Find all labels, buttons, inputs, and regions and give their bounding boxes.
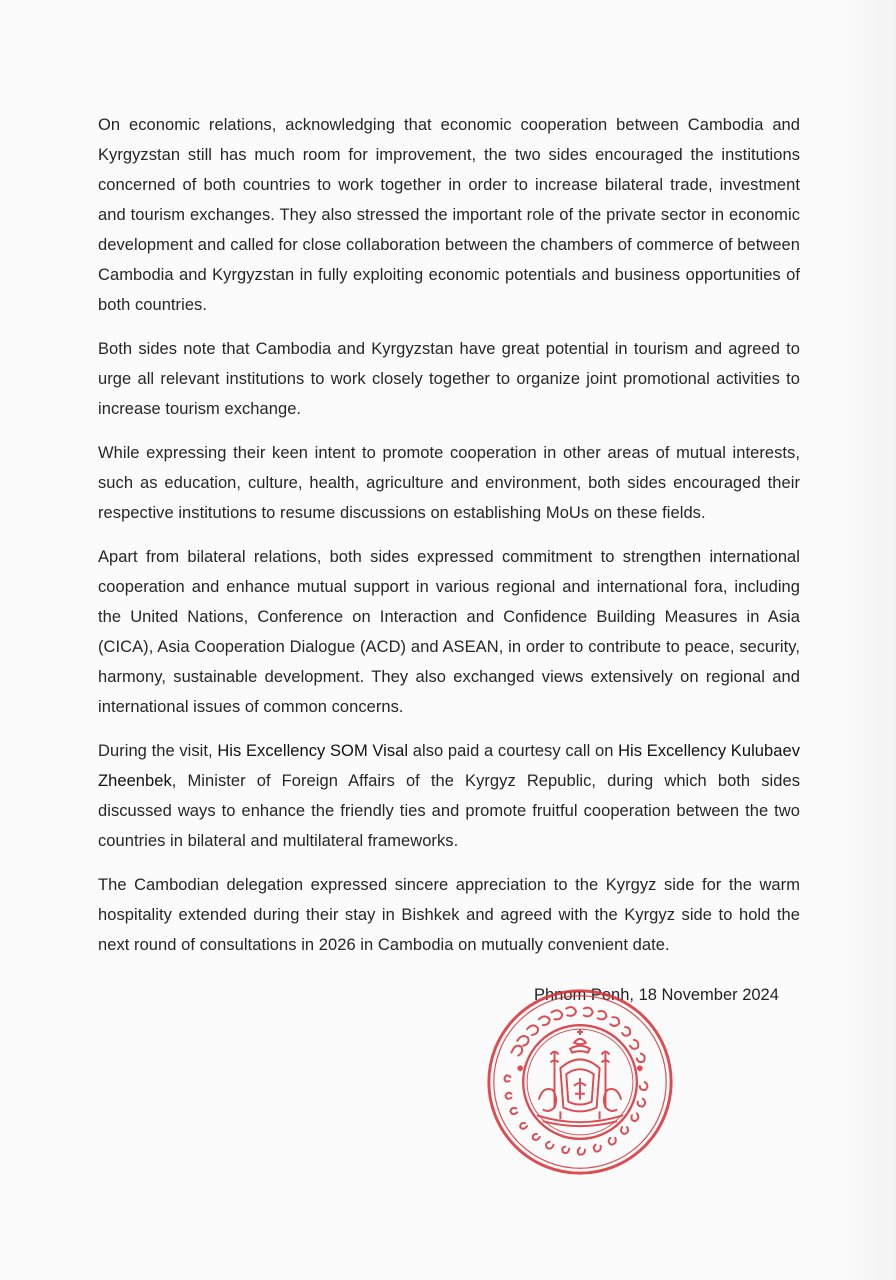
paragraph-courtesy-call — [98, 736, 800, 856]
courtesy-call-text-3: , Minister of Foreign Affairs of the Kyrgyz Republic, during which both sides discussed ways to enhance the friendly ties and promote fruitful cooperation between the two countries in bilateral and multilateral frameworks. — [98, 772, 800, 850]
excellency-som-visal: His Excellency SOM Visal — [217, 742, 409, 760]
paragraph-tourism: Both sides note that Cambodia and Kyrgyzstan have great potential in tourism and agreed to urge all relevant institutions to work closely together to organize joint promotional activities to increase tourism exchange. — [98, 340, 800, 418]
document-body — [98, 110, 800, 974]
official-seal-icon — [482, 984, 678, 1180]
courtesy-call-text-1: During the visit, — [98, 742, 218, 760]
signature-block — [480, 980, 810, 1180]
place-date-line: Phnom Penh, 18 November 2024 — [534, 986, 779, 1004]
paragraph-appreciation: The Cambodian delegation expressed sincere appreciation to the Kyrgyz side for the warm hospitality extended during their stay in Bishkek and agreed with the Kyrgyz side to hold the next round of consultations in 2026 in Cambodia on mutually convenient date. — [98, 876, 800, 954]
paragraph-multilateral: Apart from bilateral relations, both sides expressed commitment to strengthen international cooperation and enhance mutual support in various regional and international fora, including the United Nations, Conference on Interaction and Confidence Building Measures in Asia (CICA), Asia Cooperation Dialogue (ACD) and ASEAN, in order to contribute to peace, security, harmony, sustainable development. They also exchanged views extensively on regional and international issues of common concerns. — [98, 548, 800, 716]
excellency-kulubaev-zheenbek: His Excellency Kulubaev Zheenbek — [98, 742, 800, 790]
page-edge-shadow — [836, 0, 896, 1280]
paragraph-economic-relations: On economic relations, acknowledging that economic cooperation between Cambodia and Kyrgyzstan still has much room for improvement, the two sides encouraged the institutions concerned of both countries to work together in order to increase bilateral trade, investment and tourism exchanges. They also stressed the important role of the private sector in economic development and called for close collaboration between the chambers of commerce of between Cambodia and Kyrgyzstan in fully exploiting economic potentials and business opportunities of both countries. — [98, 116, 800, 314]
paragraph-other-areas: While expressing their keen intent to promote cooperation in other areas of mutual interests, such as education, culture, health, agriculture and environment, both sides encouraged their respective institutions to resume discussions on establishing MoUs on these fields. — [98, 444, 800, 522]
courtesy-call-text-2: also paid a courtesy call on — [408, 742, 619, 760]
